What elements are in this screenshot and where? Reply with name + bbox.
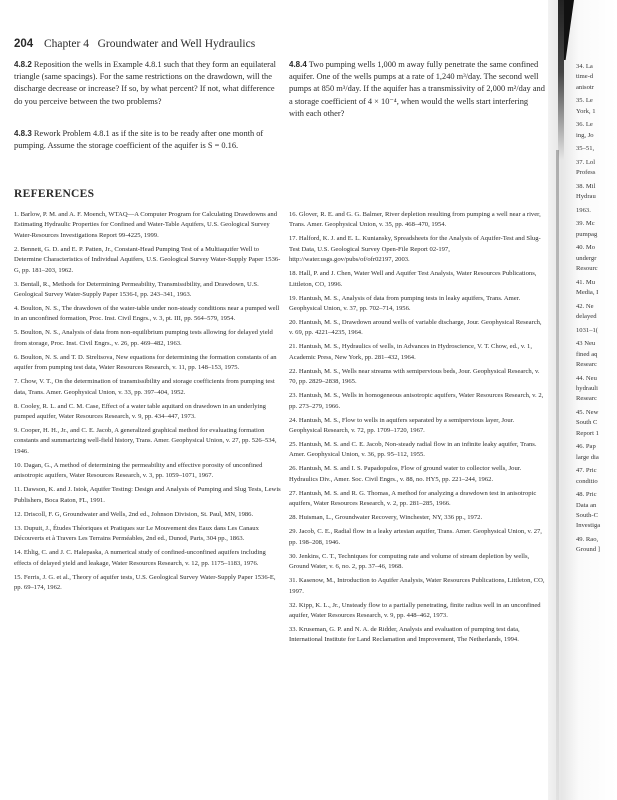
reference-entry: 13. Dupuit, J., Études Théoriques et Pratiques sur Le Mouvement des Eaux dans Les Canaux Découverts et à Travers Les Terrains Perméables, 2nd ed., Dunod, Paris, 304 pp., 1863. [14,524,259,543]
facing-page-fragment: Profess [576,169,596,177]
reference-entry: 32. Kipp, K. L., Jr., Unsteady flow to a partially penetrating, finite radius well in an unconfined aquifer, Water Resources Research, v. 9, pp. 448–462, 1973. [289,601,541,619]
facing-page-fragment: 35–51, [576,145,595,153]
facing-page-fragment: Data an [576,501,597,509]
reference-entry: 33. Kruseman, G. P. and N. A. de Ridder, Analysis and evaluation of pumping test data, International Institute for Land Reclamation and Improvement, The Netherlands, 1994. [289,625,520,644]
facing-page-fragment: large dia [576,453,599,461]
reference-entry: 20. Hantush, M. S., Drawdown around wells of variable discharge, Jour. Geophysical Research, v. 69, pp. 4221–4235, 1964. [289,319,542,337]
page-number: 204 [14,38,34,50]
facing-page-fragment: anisotr [576,83,594,91]
facing-page-fragment: time-d [576,73,594,81]
reference-entry: 18. Hall, P. and J. Chen, Water Well and Aquifer Test Analysis, Water Resources Publications, Littleton, CO, 1996. [289,270,537,288]
facing-page-fragment: Media, I [576,289,599,297]
facing-page-fragment: Investiga [576,522,601,530]
facing-page-fragment: ing, Jo [576,131,594,139]
reference-entry: 27. Hantush, M. S. and R. G. Thomas, A method for analyzing a drawdown test in anisotropic aquifers, Water Resources Research, v. 2, pp. 281–285, 1966. [289,489,537,508]
problem-number: 4.8.3 [14,129,32,138]
facing-page-fragment: 48. Pric [576,491,597,499]
facing-page-fragment: Hydrau [576,193,596,201]
facing-page-fragment: 1963. [576,206,591,214]
reference-entry: 26. Hantush, M. S. and I. S. Papadopulos, Flow of ground water to collector wells, Jour. Hydraulics Div., Amer. Soc. Civil Engrs., v. 88, no. HY5, pp. 221–244, 1962. [289,465,522,483]
facing-page-fragment: 39. Mc [576,220,595,228]
reference-entry: 31. Kasenow, M., Introduction to Aquifer Analysis, Water Resources Publications, Littleton, CO, 1997. [289,577,545,595]
facing-page-fragment: 35. Le [576,97,593,105]
facing-page-fragment: delayed [576,313,597,321]
reference-entry: 19. Hantush, M. S., Analysis of data from pumping tests in leaky aquifers, Trans. Amer. Geophysical Union, v. 37, pp. 702–714, 1956. [289,294,521,313]
facing-page-fragment: Resourc [576,265,598,273]
chapter-title: Chapter 4 Groundwater and Well Hydraulics [43,38,256,50]
problem-4-8-3 [14,128,282,152]
reference-entry: 5. Boulton, N. S., Analysis of data from non-equilibrium pumping tests allowing for delayed yield from storage, Proc. Inst. Civil Engrs., v. 26, pp. 469–482, 1963. [14,329,273,347]
facing-page-fragment: Researc [576,395,597,403]
facing-page-fragment: Ground ] [576,546,600,554]
facing-page-fragment: 34. La [576,63,593,70]
problem-text: Reposition the wells in Example 4.8.1 such that they form an equilateral triangle (same spacings). For the same restrictions on the drawdown, will the discharge decrease or increase? If so, by what percent? If not, what difference do you perceive between the two problems? [14,60,277,106]
reference-entry: 29. Jacob, C. E., Radial flow in a leaky artesian aquifer, Trans. Amer. Geophysical Union, v. 27, pp. 198–208, 1946. [289,528,542,546]
reference-entry: 7. Chow, V. T., On the determination of transmissibility and storage coefficients from pumping test data, Trans. Amer. Geophysical Union, v. 33, pp. 397–404, 1952. [14,378,275,396]
reference-entry: 15. Ferris, J. G. et al., Theory of aquifer tests, U.S. Geological Survey Water-Supply Paper 1536-E, pp. 69–174, 1962. [14,573,276,591]
reference-entry: 28. Huisman, L., Groundwater Recovery, Winchester, NY, 336 pp., 1972. [289,514,483,522]
problem-4-8-2 [14,59,282,108]
facing-page-fragment: 37. Lol [576,158,596,166]
facing-page-fragment: hydrauli [576,384,598,392]
problem-number: 4.8.2 [14,60,32,69]
facing-page-fragment: 40. Mo [576,244,596,252]
reference-entry: 21. Hantush, M. S., Hydraulics of wells, in Advances in Hydroscience, V. T. Chow, ed., v. 1, Academic Press, New York, pp. 281–432, 1964. [289,343,532,361]
reference-entry: 16. Glover, R. E. and G. G. Balmer, River depletion resulting from pumping a well near a river, Trans. Amer. Geophysical Union, v. 35, pp. 468–470, 1954. [289,211,541,229]
references-left-column [14,210,282,597]
facing-page-fragment: pumpag [576,230,598,238]
spine-shadow [558,0,564,160]
reference-entry: 2. Bennett, G. D. and E. P. Patten, Jr., Constant-Head Pumping Test of a Multiaquifer Well to Determine Characteristics of Individual Aquifers, U.S. Geological Survey Water-Supply Paper 1536-G, pp. 181–203, 1962. [14,245,281,274]
reference-entry: 24. Hantush, M. S., Flow to wells in aquifers separated by a semipervious layer, Jour. Geophysical Research, v. 72, pp. 1709–1720, 1967. [289,416,515,435]
reference-entry: 8. Cooley, R. L. and C. M. Case, Effect of a water table aquitard on drawdown in an underlying pumped aquifer, Water Resources Research, v. 9, pp. 434–447, 1973. [14,402,266,421]
reference-entry: 11. Dawson, K. and J. Istok, Aquifer Testing: Design and Analysis of Pumping and Slug Tests, Lewis Publishers, Boca Raton, FL, 1991. [14,486,281,504]
facing-page-fragment: 43 Neu [576,340,596,348]
reference-entry: 1. Barlow, P. M. and A. F. Moench, WTAQ—A Computer Program for Calculating Drawdowns and Estimating Hydraulic Properties for Confined and Water-Table Aquifers, U.S. Geological Survey Water-Resources Investigations Report 99-4225, 1999. [14,211,278,239]
facing-page-fragment: undergr [576,254,597,262]
facing-page-fragment: conditio [576,477,598,485]
reference-entry: 30. Jenkins, C. T., Techniques for computing rate and volume of stream depletion by wells, Ground Water, v. 6, no. 2, pp. 37–46, 1968. [289,552,530,571]
reference-entry: 25. Hantush, M. S. and C. E. Jacob, Non-steady radial flow in an infinite leaky aquifer, Trans. Amer. Geophysical Union, v. 36, pp. 95–112, 1955. [289,441,537,459]
page-header [14,38,255,50]
references-heading: REFERENCES [14,188,95,200]
facing-page-fragment: Report 1 [576,429,599,437]
reference-entry: 14. Ehlig, C. and J. C. Halepaska, A numerical study of confined-unconfined aquifers including effects of delayed yield and leakage, Water Resources Research, v. 12, pp. 1175–1183, 1976. [14,549,266,567]
facing-page-fragment-column [576,62,617,556]
reference-entry: 3. Bentall, R., Methods for Determining Permeability, Transmissibility, and Drawdown, U.S. Geological Survey Water-Supply Paper 1536-I, pp. 243–341, 1963. [14,280,259,299]
problem-text: Two pumping wells 1,000 m away fully penetrate the same confined aquifer. One of the wells pumps at a rate of 1,240 m³/day. The second well pumps at 850 m³/day. If the aquifer has a transmissivity of 2,000 m²/day and a storage coefficient of 4 × 10⁻⁴, when would the wells start interfering with each other? [289,60,545,118]
reference-entry: 9. Cooper, H. H., Jr., and C. E. Jacob, A generalized graphical method for evaluating formation constants and summarizing well-field history, Trans. Amer. Geophysical Union, v. 27, pp. 526–534, 1946. [14,427,277,455]
reference-entry: 4. Boulton, N. S., The drawdown of the water-table under non-steady conditions near a pumped well in an unconfined formation, Proc. Inst. Civil Engrs., v. 3, pt. III, pp. 564–579, 1954. [14,305,280,323]
reference-entry: 22. Hantush, M. S., Wells near streams with semipervious beds, Jour. Geophysical Research, v. 70, pp. 2829–2838, 1965. [289,367,540,386]
problem-4-8-4 [289,59,545,120]
facing-page-fragment: 42. Ne [576,302,594,310]
problem-text: Rework Problem 4.8.1 as if the site is to be ready after one month of pumping. Assume the storage coefficient of the aquifer is S = 0.16. [14,129,264,151]
spine-shadow-lower [556,150,559,800]
facing-page-fragment: 41. Mu [576,278,596,286]
reference-entry: 17. Halford, K. J. and E. L. Kuniansky, Spreadsheets for the Analysis of Aquifer-Test and Slug-Test Data, U.S. Geological Survey Open-File Report 02-197, http://water.usgs.gov/pubs/of/ofr02197, 2003. [289,235,541,264]
facing-page-fragment: 49. Rao, [576,536,599,543]
reference-entry: 10. Dagan, G., A method of determining the permeability and effective porosity of unconfined anisotropic aquifers, Water Resources Research, v. 3, pp. 1059–1071, 1967. [14,461,263,480]
facing-page-fragment: 44. Neu [576,374,597,382]
facing-page-fragment: 38. Mil [576,182,596,190]
facing-page-fragment: York, 1 [576,107,596,115]
reference-entry: 6. Boulton, N. S. and T. D. Streltsova, New equations for determining the formation constants of an aquifer from pumping test data, Water Resources Research, v. 11, pp. 148–153, 1975. [14,353,277,372]
facing-page-fragment: 1031–1( [576,326,598,334]
problem-number: 4.8.4 [289,60,307,69]
facing-page-fragment: South C [576,419,598,427]
references-right-column [289,210,545,649]
facing-page-fragment: 36. Le [576,121,593,129]
reference-entry: 12. Driscoll, F. G, Groundwater and Wells, 2nd ed., Johnson Division, St. Paul, MN, 1986. [14,510,254,518]
facing-page-fragment: 46. Pap [576,443,596,451]
reference-entry: 23. Hantush, M. S., Wells in homogeneous anisotropic aquifers, Water Resources Research, v. 2, pp. 273–279, 1966. [289,392,544,410]
facing-page-fragment: fined aq [576,350,598,358]
facing-page-fragment: Researc [576,361,597,369]
facing-page-fragment: 45. New [576,408,599,416]
facing-page-fragment: South-C [576,512,598,520]
facing-page-fragment: 47. Pric [576,467,597,475]
